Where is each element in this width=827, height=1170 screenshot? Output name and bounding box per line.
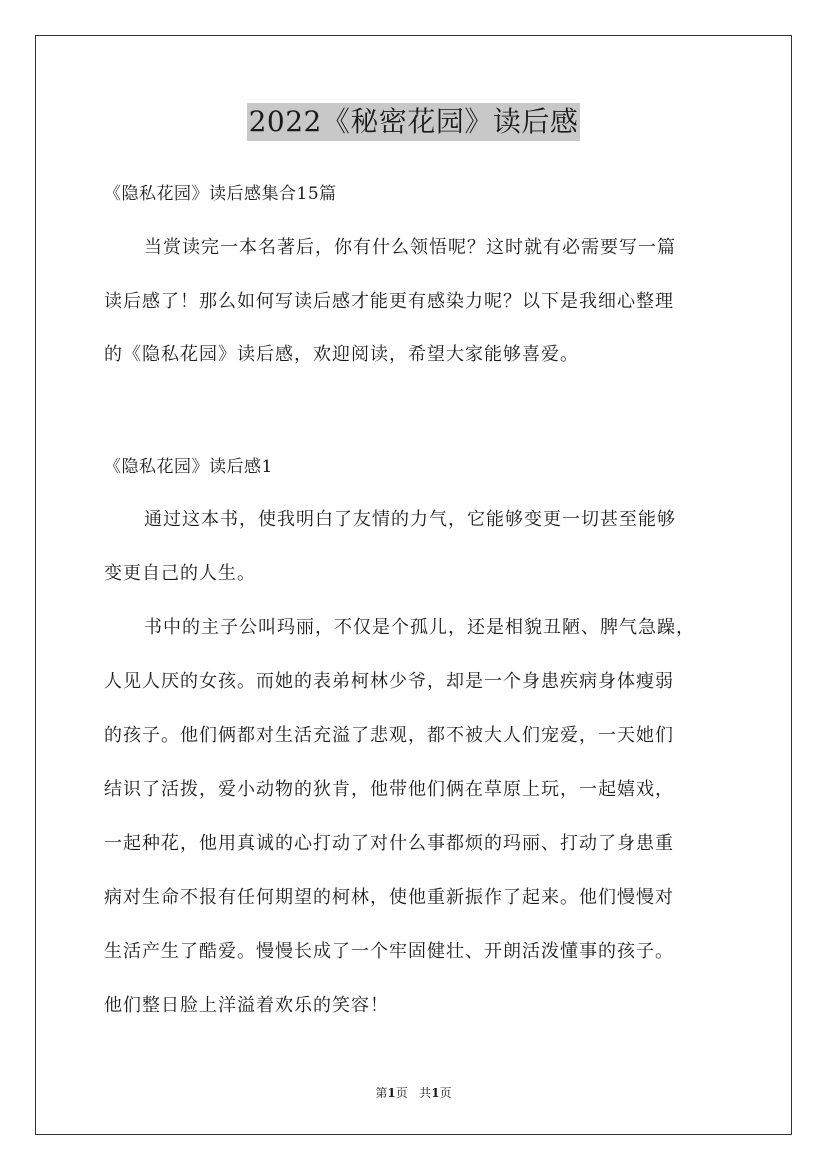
intro-line: 当赏读完一本名著后，你有什么领悟呢？这时就有必需要写一篇 [144,237,676,258]
intro-line: 读后感了！那么如何写读后感才能更有感染力呢？以下是我细心整理 [104,291,674,312]
paragraph-line: 他们整日脸上洋溢着欢乐的笑容！ [104,995,389,1016]
total-prefix: 共 [419,1086,432,1100]
paragraph-line: 变更自己的人生。 [104,563,256,584]
page-footer [0,1085,827,1101]
document-title: 2022《秘密花园》读后感 [247,103,581,141]
paragraph-line: 书中的主子公叫玛丽，不仅是个孤儿，还是相貌丑陋、脾气急躁， [144,617,695,638]
section-heading: 《隐私花园》读后感1 [104,457,273,477]
total-number: 1 [431,1086,440,1100]
total-suffix: 页 [439,1086,452,1100]
paragraph-line: 的孩子。他们俩都对生活充溢了悲观，都不被大人们宠爱，一天她们 [104,725,674,746]
paragraph-line: 人见人厌的女孩。而她的表弟柯林少爷，却是一个身患疾病身体瘦弱 [104,671,674,692]
intro-line: 的《隐私花园》读后感，欢迎阅读，希望大家能够喜爱。 [104,344,579,365]
paragraph-line: 生活产生了酷爱。慢慢长成了一个牢固健壮、开朗活泼懂事的孩子。 [104,941,674,962]
paragraph-line: 一起种花，他用真诚的心打动了对什么事都烦的玛丽、打动了身患重 [104,833,674,854]
document-subtitle: 《隐私花园》读后感集合15篇 [104,184,337,204]
title-container [0,103,827,141]
page-prefix: 第 [375,1086,388,1100]
page-mid: 页 [395,1086,408,1100]
paragraph-line: 通过这本书，使我明白了友情的力气，它能够变更一切甚至能够 [144,509,676,530]
paragraph-line: 结识了活拨，爱小动物的狄肯，他带他们俩在草原上玩，一起嬉戏， [104,779,674,800]
page-number: 1 [387,1086,396,1100]
paragraph-line: 病对生命不报有任何期望的柯林，使他重新振作了起来。他们慢慢对 [104,887,674,908]
